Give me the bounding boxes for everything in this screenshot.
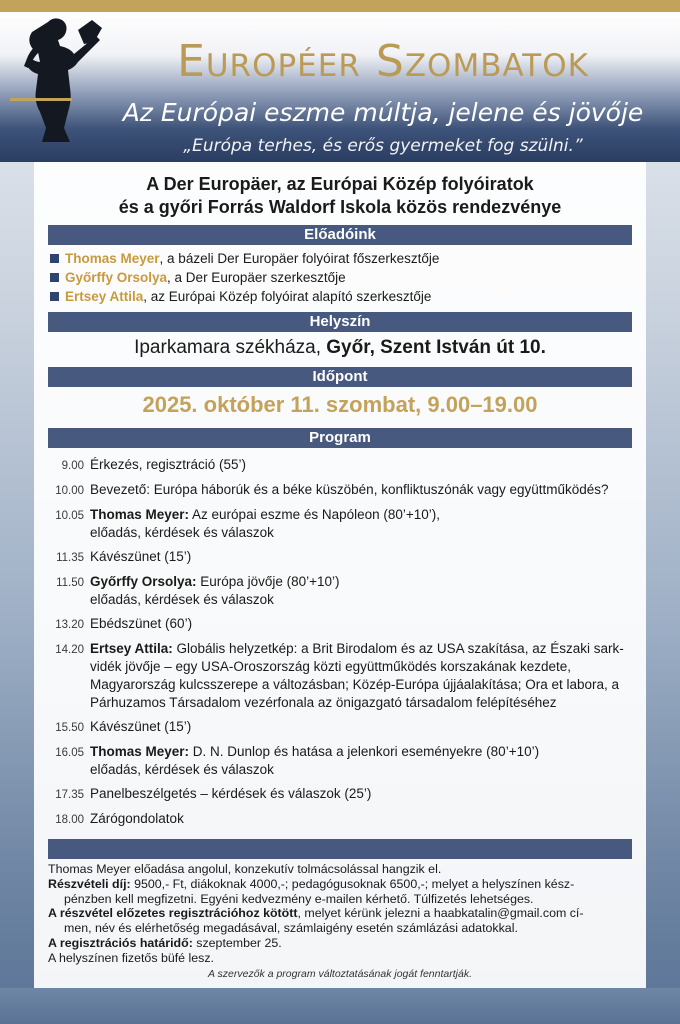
program-text: Érkezés, regisztráció (55’) — [90, 457, 247, 472]
program-row — [48, 506, 632, 542]
statue-silhouette-icon — [8, 14, 108, 162]
location-text — [34, 335, 646, 361]
speaker-name: Ertsey Attila — [65, 289, 144, 304]
program-row — [48, 743, 632, 779]
notes-section — [48, 862, 632, 981]
note-fee-label: Részvételi díj: — [48, 876, 131, 891]
organizers-text — [34, 173, 646, 219]
speaker-desc: , az Európai Közép folyóirat alapító szerkesztője — [143, 289, 432, 304]
date-heading: Időpont — [48, 367, 632, 387]
program-time: 10.05 — [55, 510, 84, 522]
program-row — [48, 548, 632, 567]
program-row — [48, 481, 632, 500]
speaker-item — [50, 249, 632, 268]
speakers-list — [50, 249, 632, 306]
venue-address: Győr, Szent István út 10. — [326, 337, 546, 358]
program-time: 15.50 — [55, 722, 84, 734]
program-time: 16.05 — [55, 747, 84, 759]
note-deadline-text: szeptember 25. — [192, 935, 282, 950]
note-fee-continued: pénzben kell megfizetni. Egyéni kedvezmény e-mailen kérhető. Túlfizetés lehetséges. — [64, 891, 534, 906]
program-row — [48, 718, 632, 737]
program-row — [48, 456, 632, 475]
organizers-line-1: A Der Europäer, az Európai Közép folyóiratok — [146, 174, 534, 194]
program-time: 9.00 — [61, 460, 84, 472]
bullet-square-icon — [50, 292, 59, 301]
bullet-square-icon — [50, 254, 59, 263]
program-speaker: Győrffy Orsolya: — [90, 574, 197, 589]
program-text: Európa jövője (80’+10’) — [196, 574, 340, 589]
speaker-item — [50, 268, 632, 287]
program-text: D. N. Dunlop és hatása a jelenkori eseményekre (80’+10’) — [189, 744, 540, 759]
program-time: 11.50 — [56, 577, 84, 589]
program-text: Panelbeszélgetés – kérdések és válaszok (25’) — [90, 786, 372, 801]
speakers-heading: Előadóink — [48, 225, 632, 245]
program-speaker: Ertsey Attila: — [90, 641, 173, 656]
program-list — [48, 456, 632, 829]
program-text: Ebédszünet (60’) — [90, 616, 193, 631]
footer-divider-bar — [48, 839, 632, 859]
program-text: Az európai eszme és Napóleon (80’+10’), — [189, 507, 441, 522]
note-registration — [48, 906, 632, 921]
event-title: Européer Szombatok — [177, 36, 589, 87]
header-banner — [0, 12, 680, 162]
top-gold-bar — [0, 0, 680, 12]
program-text: Kávészünet (15’) — [90, 549, 192, 564]
event-quote: „Európa terhes, és erős gyermeket fog szülni.” — [183, 136, 583, 156]
venue-name: Iparkamara székháza, — [134, 337, 327, 358]
program-row — [48, 573, 632, 609]
note-registration-continued: men, név és elérhetőség megadásával, számlaigény esetén számlázási adatokkal. — [64, 921, 518, 936]
program-time: 18.00 — [55, 814, 84, 826]
speaker-desc: , a bázeli Der Europäer folyóirat főszerkesztője — [159, 251, 440, 266]
disclaimer-text: A szervezők a program változtatásának jogát fenntartják. — [208, 967, 472, 980]
note-language: Thomas Meyer előadása angolul, konzekutív tolmácsolással hangzik el. — [48, 862, 442, 876]
program-text: Bevezető: Európa háborúk és a béke küszöbén, konfliktuszónák vagy együttműködés? — [90, 482, 609, 497]
program-text-secondary: előadás, kérdések és válaszok — [90, 762, 274, 777]
note-fee — [48, 877, 632, 892]
program-time: 14.20 — [55, 644, 84, 656]
program-time: 10.00 — [55, 485, 84, 497]
note-buffet: A helyszínen fizetős büfé lesz. — [48, 950, 214, 965]
bullet-square-icon — [50, 273, 59, 282]
speaker-desc: , a Der Europäer szerkesztője — [167, 270, 346, 285]
event-date: 2025. október 11. szombat, 9.00–19.00 — [142, 392, 538, 417]
program-text-secondary: előadás, kérdések és válaszok — [90, 592, 274, 607]
note-fee-text: 9500,- Ft, diákoknak 4000,-; pedagógusoknak 6500,-; melyet a helyszínen kész- — [130, 876, 575, 891]
note-deadline-label: A regisztrációs határidő: — [48, 935, 193, 950]
program-text: Kávészünet (15’) — [90, 719, 192, 734]
speaker-name: Thomas Meyer — [65, 251, 160, 266]
program-speaker: Thomas Meyer: — [90, 507, 190, 522]
program-heading: Program — [48, 428, 632, 448]
organizers-line-2: és a győri Forrás Waldorf Iskola közös rendezvénye — [118, 197, 562, 217]
speaker-item — [50, 287, 632, 306]
program-speaker: Thomas Meyer: — [90, 744, 190, 759]
program-row — [48, 810, 632, 829]
program-text-secondary: előadás, kérdések és válaszok — [90, 525, 274, 540]
bottom-band — [0, 988, 680, 1024]
program-row — [48, 785, 632, 804]
program-text: Zárógondolatok — [90, 811, 184, 826]
program-text: Globális helyzetkép: a Brit Birodalom és az USA szakítása, az Északi sark-vidék jövője – egy USA-Oroszország közti együttműködés korszakának kezdete, Magyarország kulcsszerepe a változásban; Közép-Európa újjáalakítása; Ora et labora, a Párhuzamos Társadalom vezérfonala az önigazgató társadalom felépítéséhez — [90, 641, 624, 710]
program-time: 13.20 — [55, 619, 84, 631]
speaker-name: Győrffy Orsolya — [65, 270, 168, 285]
program-row — [48, 615, 632, 634]
content-panel — [34, 162, 646, 988]
program-time: 17.35 — [55, 789, 84, 801]
note-deadline — [48, 936, 632, 951]
location-heading: Helyszín — [48, 312, 632, 332]
note-registration-text: , melyet kérünk jelezni a haabkatalin@gmail.com cí- — [297, 906, 584, 921]
program-time: 11.35 — [56, 552, 84, 564]
event-subtitle: Az Európai eszme múltja, jelene és jövője — [122, 98, 644, 127]
program-row — [48, 640, 632, 712]
note-registration-label: A részvétel előzetes regisztrációhoz kötött — [48, 906, 298, 921]
